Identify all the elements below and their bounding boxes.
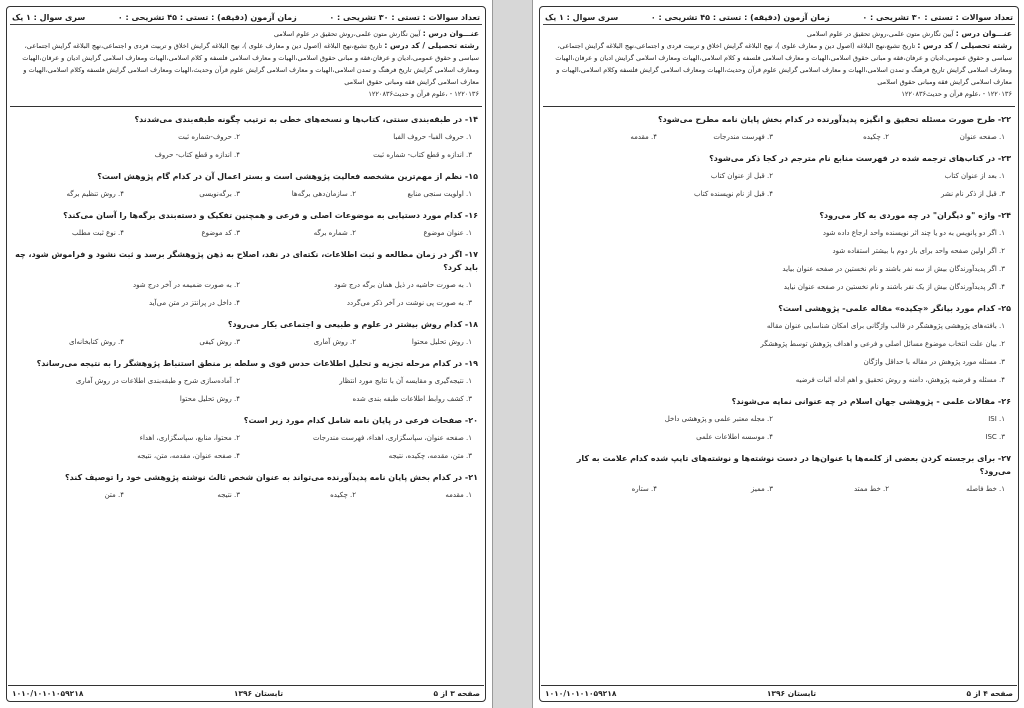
answer-options [14, 276, 478, 312]
question-item [14, 318, 478, 351]
question-item [14, 471, 478, 504]
field-list: تاریخ تشیع،نهج البلاغه (اصول دین و معارف علوی )، نهج البلاغه گرایش اخلاق و تربیت فردی و اجتماعی،نهج البلاغه گرایش اجتماعی، سیاسی و حقوق عمومی،ادیان و عرفان،فقه و مبانی حقوق اسلامی،الهیات و معارف اسلامی فلسفه و کلام اسلامی،الهیات ومعارف اسلامی گرایش ادیان و عرفان،الهیات ومعارف اسلامی گرایش تاریخ فرهنگ و تمدن اسلامی،الهیات و معارف اسلامی گرایش علوم قرآن وحدیث،الهیات ومعارف اسلامی گرایش فلسفه وکلام اسلامی،الهیات و معارف اسلامی گرایش فقه ومبانی حقوق اسلامی [22, 42, 479, 86]
question-item [547, 452, 1011, 498]
answer-option[interactable]: ۴. موسسه اطلاعات علمی [696, 433, 773, 441]
page-number: صفحه ۴ از ۵ [966, 688, 1013, 698]
answer-option[interactable]: ۴. داخل در پرانتز در متن می‌آید [148, 299, 240, 307]
answer-option[interactable]: ۳. فهرست مندرجات [713, 133, 773, 141]
answer-option[interactable]: ۳. متن، مقدمه، چکیده، نتیجه [388, 452, 472, 460]
page-footer [541, 685, 1017, 700]
course-label: عنـــوان درس : [955, 29, 1012, 38]
answer-option[interactable]: ۲. محتوا، منابع، سپاسگزاری، اهداء [139, 434, 240, 442]
answer-options [14, 224, 478, 242]
answer-option[interactable]: ۲. به صورت ضمیمه در آخر درج شود [133, 281, 240, 289]
answer-option[interactable]: ۳. قبل از ذکر نام نشر [941, 190, 1005, 198]
answer-option[interactable]: ۳. روش کیفی [199, 338, 240, 346]
course-codes: ۱۲۲۰۱۳۶ - ،علوم قرآن و حدیث۱۲۲۰۸۳۶ [901, 90, 1012, 98]
answer-option[interactable]: ۳. نتیجه [217, 491, 240, 499]
answer-option[interactable]: ۳. برگه‌نویسی [199, 190, 240, 198]
answer-option[interactable]: ۱. به صورت حاشیه در ذیل همان برگه درج شود [334, 281, 472, 289]
exam-header-row [10, 10, 482, 24]
answer-option[interactable]: ۴. قبل از نام نویسنده کتاب [694, 190, 773, 198]
answer-option[interactable]: ۱. اولویت سنجی منابع [407, 190, 472, 198]
question-text: ۱۸- کدام روش بیشتر در علوم و طبیعی و اجتماعی بکار می‌رود؟ [227, 320, 478, 329]
exam-code: ۱۰۱۰/۱۰۱۰۱۰۵۹۲۱۸ [12, 688, 84, 698]
question-text: ۲۶- مقالات علمی - پژوهشی جهان اسلام در چه عنوانی نمایه می‌شوند؟ [731, 397, 1011, 406]
answer-option[interactable]: ۱. صفحه عنوان، سپاسگزاری، اهداء، فهرست مندرجات [312, 434, 472, 442]
answer-option[interactable]: ۱. بعد از عنوان کتاب [944, 172, 1005, 180]
answer-option[interactable]: ۴. متن [104, 491, 124, 499]
answer-option[interactable]: ۱. عنوان موضوع [423, 229, 472, 237]
answer-option[interactable]: ۲. شماره برگه [313, 229, 356, 237]
question-text: ۲۵- کدام مورد بیانگر «چکیده» مقاله علمی- پژوهشی است؟ [778, 304, 1011, 313]
answer-option[interactable]: ۲. اگر اولین صفحه واحد برای بار دوم با بیشتر استفاده شود [832, 247, 1005, 255]
question-item [547, 113, 1011, 146]
question-list [543, 107, 1015, 498]
answer-option[interactable]: ۴. روش تحلیل محتوا [179, 395, 240, 403]
answer-option[interactable]: ۴. ستاره [631, 485, 657, 493]
answer-option[interactable]: ۳. اندازه و قطع کتاب- شماره ثبت [373, 151, 472, 159]
answer-options [14, 486, 478, 504]
question-series: سری سوال : ۱ یک [545, 12, 619, 22]
answer-option[interactable]: ۴. نوع ثبت مطلب [71, 229, 124, 237]
page-footer [8, 685, 484, 700]
answer-option[interactable]: ۲. حروف-شماره ثبت [178, 133, 240, 141]
question-text: ۲۳- در کتاب‌های ترجمه شده در فهرست منابع نام مترجم در کجا ذکر می‌شود؟ [709, 154, 1011, 163]
answer-option[interactable]: ۱. صفحه عنوان [959, 133, 1005, 141]
answer-option[interactable]: ۳. مسئله مورد پژوهش در مقاله با حداقل واژگان [863, 358, 1005, 366]
answer-options [547, 480, 1011, 498]
answer-options [14, 372, 478, 408]
question-item [547, 209, 1011, 296]
exam-term: تابستان ۱۳۹۶ [233, 688, 284, 698]
answer-options [547, 410, 1011, 446]
answer-options [14, 185, 478, 203]
exam-time: زمان آزمون (دقیقه) : تستی : ۴۵ تشریحی : ۰ [650, 12, 830, 22]
answer-option[interactable]: ۴. صفحه عنوان، مقدمه، متن، نتیجه [137, 452, 240, 460]
answer-option[interactable]: ۲. آماده‌سازی شرح و طبقه‌بندی اطلاعات در روش آماری [75, 377, 240, 385]
answer-option[interactable]: ۱. نتیجه‌گیری و مقایسه آن با نتایج مورد انتظار [339, 377, 472, 385]
question-item [547, 302, 1011, 389]
answer-option[interactable]: ۲. بیان علت انتخاب موضوع مسائل اصلی و فرعی و اهداف پژوهش توسط پژوهشگر [760, 340, 1005, 348]
exam-time: زمان آزمون (دقیقه) : تستی : ۴۵ تشریحی : ۰ [117, 12, 297, 22]
answer-option[interactable]: ۳. کد موضوع [201, 229, 240, 237]
question-text: ۲۲- طرح صورت مسئله تحقیق و انگیزه پدیدآورنده در کدام بخش پایان نامه مطرح می‌شود؟ [658, 115, 1011, 124]
answer-option[interactable]: ۱. حروف الفبا- حروف الفبا [393, 133, 472, 141]
answer-option[interactable]: ۲. مجله معتبر علمی و پژوهشی داخل [664, 415, 773, 423]
answer-option[interactable]: ۲. چکیده [863, 133, 889, 141]
exam-page-right [532, 0, 1024, 708]
field-label: رشته تحصیلی / کد درس : [917, 41, 1012, 50]
question-count: تعداد سوالات : تستی : ۳۰ تشریحی : ۰ [329, 12, 480, 22]
field-label: رشته تحصیلی / کد درس : [384, 41, 479, 50]
question-item [14, 414, 478, 465]
answer-options [14, 333, 478, 351]
question-series: سری سوال : ۱ یک [12, 12, 86, 22]
question-text: ۲۷- برای برجسته کردن بعضی از کلمه‌ها یا عنوان‌ها در دست نوشته‌ها و نوشته‌های تایپ شده کدام علامت به کار می‌رود؟ [576, 454, 1011, 476]
answer-options [547, 224, 1011, 296]
answer-options [547, 128, 1011, 146]
exam-header-info [543, 24, 1015, 107]
exam-term: تابستان ۱۳۹۶ [766, 688, 817, 698]
answer-option[interactable]: ۴. مسئله و فرضیه پژوهش، دامنه و روش تحقیق و اهم ادله اثبات فرضیه [795, 376, 1005, 384]
course-title: آیین نگارش متون علمی،روش تحقیق در علوم اسلامی [273, 30, 421, 38]
question-text: ۱۴- در طبقه‌بندی سنتی، کتاب‌ها و نسخه‌های خطی به ترتیب چگونه طبقه‌بندی می‌شدند؟ [134, 115, 478, 124]
answer-option[interactable]: ۱. اگر دو پانویس به دو یا چند اثر نویسنده واحد ارجاع داده شود [822, 229, 1005, 237]
answer-option[interactable]: ۳. به صورت پی نوشت در آخر ذکر می‌گردد [346, 299, 472, 307]
answer-option[interactable]: ۲. خط ممتد [854, 485, 889, 493]
field-list: تاریخ تشیع،نهج البلاغه (اصول دین و معارف علوی )، نهج البلاغه گرایش اخلاق و تربیت فردی و اجتماعی،نهج البلاغه گرایش اجتماعی، سیاسی و حقوق عمومی،ادیان و عرفان،فقه و مبانی حقوق اسلامی،الهیات و معارف اسلامی فلسفه و کلام اسلامی،الهیات ومعارف اسلامی گرایش ادیان و عرفان،الهیات ومعارف اسلامی گرایش تاریخ فرهنگ و تمدن اسلامی،الهیات و معارف اسلامی گرایش علوم قرآن وحدیث،الهیات ومعارف اسلامی گرایش فلسفه وکلام اسلامی،الهیات و معارف اسلامی گرایش فقه ومبانی حقوق اسلامی [555, 42, 1012, 86]
answer-option[interactable]: ۳. ممیز [751, 485, 773, 493]
answer-option[interactable]: ۱. ISI [988, 415, 1005, 423]
answer-option[interactable]: ۲. سازمان‌دهی برگه‌ها [291, 190, 356, 198]
answer-options [547, 167, 1011, 203]
question-text: ۱۷- اگر در زمان مطالعه و ثبت اطلاعات، نکته‌ای در نقد، اصلاح به ذهن پژوهشگر برسد و ثبت نشود و فراموش شود، چه باید کرد؟ [15, 250, 478, 272]
question-item [14, 113, 478, 164]
answer-option[interactable]: ۱. خط فاصله [966, 485, 1005, 493]
question-count: تعداد سوالات : تستی : ۳۰ تشریحی : ۰ [862, 12, 1013, 22]
answer-option[interactable]: ۲. قبل از عنوان کتاب [710, 172, 773, 180]
exam-code: ۱۰۱۰/۱۰۱۰۱۰۵۹۲۱۸ [545, 688, 617, 698]
question-text: ۲۴- واژه "و دیگران" در چه موردی به کار می‌رود؟ [819, 211, 1011, 220]
answer-option[interactable]: ۳. ISC [985, 433, 1005, 441]
answer-option[interactable]: ۱. روش تحلیل محتوا [411, 338, 472, 346]
answer-option[interactable]: ۲. چکیده [330, 491, 356, 499]
answer-option[interactable]: ۴. روش کتابخانه‌ای [68, 338, 124, 346]
course-label: عنـــوان درس : [422, 29, 479, 38]
question-item [14, 248, 478, 312]
exam-header-info [10, 24, 482, 107]
question-item [547, 395, 1011, 446]
course-codes: ۱۲۲۰۱۳۶ - ،علوم قرآن و حدیث۱۲۲۰۸۳۶ [368, 90, 479, 98]
question-item [547, 152, 1011, 203]
question-item [14, 209, 478, 242]
question-text: ۲۰- صفحات فرعی در پایان نامه شامل کدام مورد زیر است؟ [243, 416, 478, 425]
answer-options [547, 317, 1011, 389]
exam-header-row [543, 10, 1015, 24]
answer-options [14, 128, 478, 164]
answer-option[interactable]: ۱. مقدمه [445, 491, 472, 499]
question-text: ۲۱- در کدام بخش پایان نامه پدیدآورنده می‌تواند به عنوان شخص ثالث نوشته پژوهشی خود را توصیف کند؟ [64, 473, 478, 482]
question-text: ۱۵- نظم از مهم‌ترین مشخصه فعالیت پژوهشی است و بستر اعمال آن در کدام گام پژوهش است؟ [97, 172, 478, 181]
question-item [14, 357, 478, 408]
question-item [14, 170, 478, 203]
answer-option[interactable]: ۲. روش آماری [313, 338, 356, 346]
answer-option[interactable]: ۴. اگر پدیدآورندگان بیش از یک نفر باشند و نام نخستین در صفحه عنوان نیاید [783, 283, 1005, 291]
page-number: صفحه ۳ از ۵ [433, 688, 480, 698]
question-text: ۱۹- در کدام مرحله تجزیه و تحلیل اطلاعات حدس قوی و سلطه بر منطق استنباط پژوهشگر را به نتیجه می‌رساند؟ [36, 359, 478, 368]
answer-option[interactable]: ۴. روش تنظیم برگه [66, 190, 124, 198]
course-title: آیین نگارش متون علمی،روش تحقیق در علوم اسلامی [806, 30, 954, 38]
answer-option[interactable]: ۴. اندازه و قطع کتاب- حروف [154, 151, 240, 159]
answer-option[interactable]: ۳. کشف روابط اطلاعات طبقه بندی شده [352, 395, 472, 403]
answer-option[interactable]: ۱. بافته‌های پژوهشی پژوهشگر در قالب واژگانی برای امکان شناسایی عنوان مقاله [766, 322, 1005, 330]
answer-options [14, 429, 478, 465]
answer-option[interactable]: ۴. مقدمه [630, 133, 657, 141]
question-text: ۱۶- کدام مورد دستیابی به موضوعات اصلی و فرعی و همچنین تفکیک و دسته‌بندی برگه‌ها را آسان می‌کند؟ [63, 211, 478, 220]
question-list [10, 107, 482, 504]
exam-page-left [0, 0, 493, 708]
answer-option[interactable]: ۳. اگر پدیدآورندگان بیش از سه نفر باشند و نام نخستین در صفحه عنوان بیاید [782, 265, 1005, 273]
